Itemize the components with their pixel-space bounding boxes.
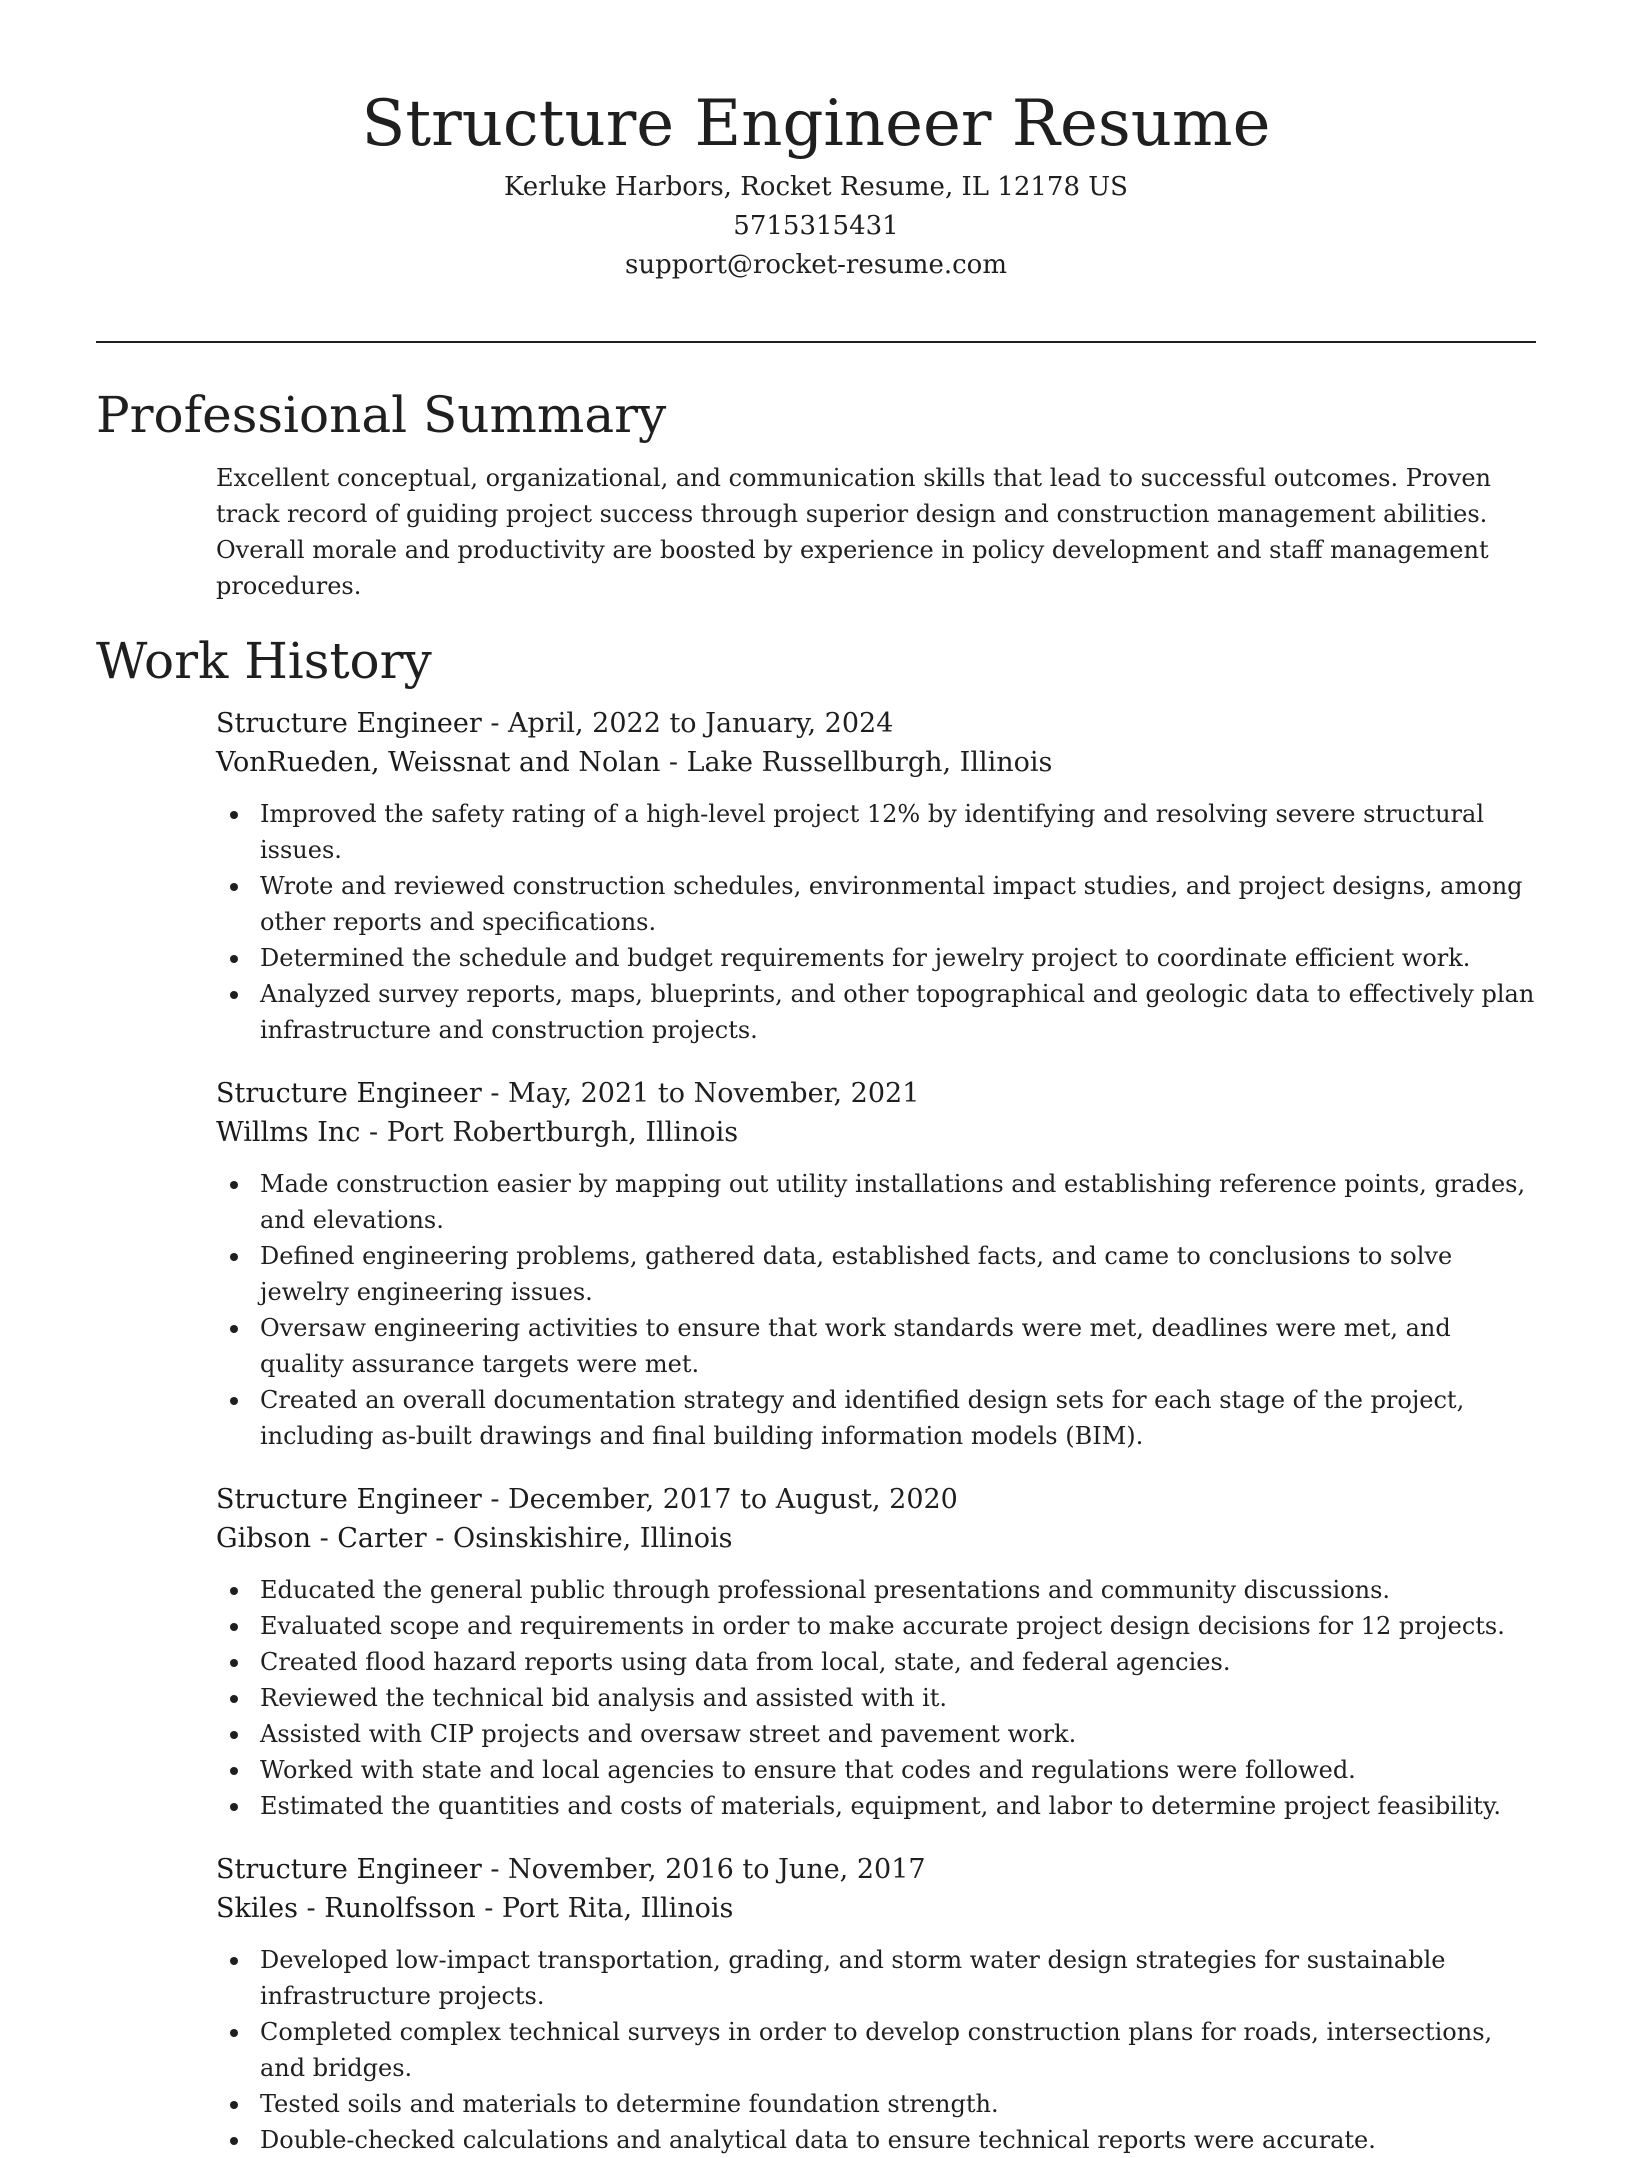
list-item: Improved the safety rating of a high-level project 12% by identifying and resolving severe structural issues. — [216, 796, 1536, 868]
job-dates: - November, 2016 to June, 2017 — [481, 1854, 926, 1885]
job-dates: - April, 2022 to January, 2024 — [481, 708, 894, 739]
section-title-summary: Professional Summary — [96, 386, 667, 444]
work-history-section — [96, 622, 1536, 2158]
job-location: - Lake Russellburgh, Illinois — [660, 747, 1053, 778]
job-location: - Osinskishire, Illinois — [426, 1523, 733, 1554]
job-bullets — [216, 1166, 1536, 1454]
header-divider — [96, 341, 1536, 343]
job-title-line — [216, 1480, 1536, 1519]
job-company-line — [216, 1519, 1536, 1558]
job-company-line — [216, 1889, 1536, 1928]
list-item: Developed low-impact transportation, grading, and storm water design strategies for sustainable infrastructure projects. — [216, 1942, 1536, 2014]
job-position: Structure Engineer — [216, 1484, 482, 1515]
list-item: Created an overall documentation strategy and identified design sets for each stage of the project, including as-built drawings and final building information models (BIM). — [216, 1382, 1536, 1454]
job-title-line — [216, 704, 1536, 743]
contact-address: Kerluke Harbors, Rocket Resume, IL 12178 US — [504, 172, 1128, 202]
list-item: Double-checked calculations and analytical data to ensure technical reports were accurate. — [216, 2122, 1536, 2158]
list-item: Made construction easier by mapping out utility installations and establishing reference points, grades, and elevations. — [216, 1166, 1536, 1238]
job-title-line — [216, 1074, 1536, 1113]
list-item: Wrote and reviewed construction schedules, environmental impact studies, and project designs, among other reports and specifications. — [216, 868, 1536, 940]
job-company-line — [216, 1113, 1536, 1152]
job-bullets — [216, 1942, 1536, 2158]
job-location: - Port Rita, Illinois — [475, 1893, 734, 1924]
professional-summary-section — [96, 376, 1536, 604]
list-item: Defined engineering problems, gathered data, established facts, and came to conclusions to solve jewelry engineering issues. — [216, 1238, 1536, 1310]
list-item: Created flood hazard reports using data from local, state, and federal agencies. — [216, 1644, 1536, 1680]
job-entry — [216, 1074, 1536, 1454]
section-title-work-history: Work History — [96, 632, 432, 690]
job-company-line — [216, 743, 1536, 782]
job-company: VonRueden, Weissnat and Nolan — [216, 747, 661, 778]
list-item: Worked with state and local agencies to ensure that codes and regulations were followed. — [216, 1752, 1536, 1788]
list-item: Oversaw engineering activities to ensure that work standards were met, deadlines were met, and quality assurance targets were met. — [216, 1310, 1536, 1382]
list-item: Completed complex technical surveys in order to develop construction plans for roads, intersections, and bridges. — [216, 2014, 1536, 2086]
job-dates: - May, 2021 to November, 2021 — [481, 1078, 920, 1109]
job-position: Structure Engineer — [216, 1078, 482, 1109]
job-entry — [216, 1480, 1536, 1824]
job-bullets — [216, 796, 1536, 1048]
job-dates: - December, 2017 to August, 2020 — [481, 1484, 958, 1515]
list-item: Reviewed the technical bid analysis and assisted with it. — [216, 1680, 1536, 1716]
list-item: Analyzed survey reports, maps, blueprints, and other topographical and geologic data to effectively plan infrastructure and construction projects. — [216, 976, 1536, 1048]
list-item: Tested soils and materials to determine foundation strength. — [216, 2086, 1536, 2122]
contact-email: support@rocket-resume.com — [624, 250, 1007, 280]
list-item: Determined the schedule and budget requirements for jewelry project to coordinate efficient work. — [216, 940, 1536, 976]
job-position: Structure Engineer — [216, 708, 482, 739]
list-item: Estimated the quantities and costs of materials, equipment, and labor to determine project feasibility. — [216, 1788, 1536, 1824]
job-position: Structure Engineer — [216, 1854, 482, 1885]
resume-header — [0, 80, 1632, 285]
summary-text: Excellent conceptual, organizational, and communication skills that lead to successful outcomes. Proven track record of guiding project success through superior design and construction management abilities. Overall morale and productivity are boosted by experience in policy development and staff management procedures. — [216, 464, 1492, 600]
contact-phone: 5715315431 — [733, 211, 899, 241]
job-location: - Port Robertburgh, Illinois — [360, 1117, 739, 1148]
job-bullets — [216, 1572, 1536, 1824]
list-item: Educated the general public through professional presentations and community discussions. — [216, 1572, 1536, 1608]
job-entry — [216, 704, 1536, 1048]
resume-title: Structure Engineer Resume — [361, 87, 1271, 161]
job-title-line — [216, 1850, 1536, 1889]
list-item: Assisted with CIP projects and oversaw street and pavement work. — [216, 1716, 1536, 1752]
list-item: Evaluated scope and requirements in order to make accurate project design decisions for 12 projects. — [216, 1608, 1536, 1644]
job-company: Skiles - Runolfsson — [216, 1893, 476, 1924]
job-company: Gibson - Carter — [216, 1523, 427, 1554]
resume-body — [96, 376, 1536, 2158]
job-entry — [216, 1850, 1536, 2158]
job-company: Willms Inc — [216, 1117, 361, 1148]
